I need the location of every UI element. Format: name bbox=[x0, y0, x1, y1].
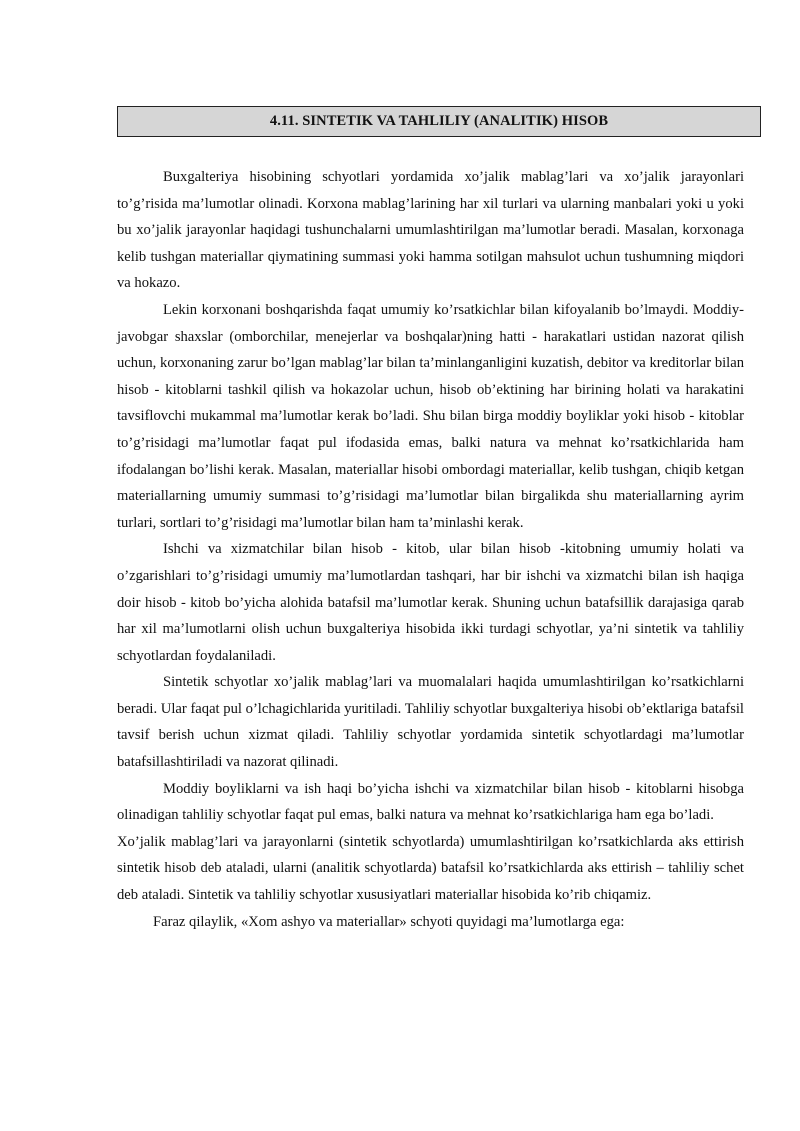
document-body bbox=[117, 164, 744, 935]
paragraph-3: Ishchi va xizmatchilar bilan hisob - kitob, ular bilan hisob -kitobning umumiy holati va o’zgarishlari to’g’risidagi umumiy ma’lumotlardan tashqari, har bir ishchi va xizmatchi bilan ish haqiga doir hisob - kitob bo’yicha alohida batafsil ma’lumotlar kerak. Shuning uchun batafsillik darajasiga qarab har xil ma’lumotlarni olish uchun buxgalteriya hisobida ikki turdagi schyotlar, ya’ni sintetik va tahliliy schyotlardan foydalaniladi. bbox=[117, 541, 744, 664]
section-title: 4.11. SINTETIK VA TAHLILIY (ANALITIK) HISOB bbox=[269, 113, 609, 129]
paragraph-2: Lekin korxonani boshqarishda faqat umumiy ko’rsatkichlar bilan kifoyalanib bo’lmaydi. Moddiy-javobgar shaxslar (omborchilar, menejerlar va boshqalar)ning hatti - harakatlari ustidan nazorat qilish uchun, korxonaning zarur bo’lgan mablag’lar bilan ta’minlanganligini kuzatish, debitor va kreditorlar bilan hisob - kitoblarni tashkil qilish va hokazolar uchun, hisob ob’ektining har birining holati va harakatini tavsiflovchi mukammal ma’lumotlar kerak bo’ladi. Shu bilan birga moddiy boyliklar yoki hisob - kitoblar to’g’risidagi ma’lumotlar faqat pul ifodasida emas, balki natura va mehnat ko’rsatkichlarida ham ifodalangan bo’lishi kerak. Masalan, materiallar hisobi ombordagi materiallar, kelib tushgan, chiqib ketgan materiallarning umumiy summasi to’g’risidagi ma’lumotlar bilan birgalikda shu materiallarning ayrim turlari, sortlari to’g’risidagi ma’lumotlar bilan ham ta’minlashi kerak. bbox=[117, 301, 744, 531]
paragraph-4: Sintetik schyotlar xo’jalik mablag’lari va muomalalari haqida umumlashtirilgan ko’rsatkichlarni beradi. Ular faqat pul o’lchagichlarida yuritiladi. Tahliliy schyotlar buxgalteriya hisobi ob’ektlariga batafsil tavsif berish uchun xizmat qiladi. Tahliliy schyotlar yordamida sintetik schyotlardagi ma’lumotlar batafsillashtiriladi va nazorat qilinadi. bbox=[117, 674, 744, 771]
section-heading-box bbox=[117, 106, 761, 137]
paragraph-1: Buxgalteriya hisobining schyotlari yordamida xo’jalik mablag’lari va xo’jalik jarayonlari to’g’risida ma’lumotlar olinadi. Korxona mablag’larining har xil turlari va ularning manbalari yoki u yoki bu xo’jalik jarayonlar haqidagi tushunchalarni umumlashtirilgan ma’lumotlar beradi. Masalan, korxonaga kelib tushgan materiallar qiymatining summasi yoki hamma sotilgan mahsulot uchun tushumning miqdori va hokazo. bbox=[117, 169, 744, 292]
paragraph-7: Faraz qilaylik, «Xom ashyo va materiallar» schyoti quyidagi ma’lumotlarga ega: bbox=[153, 913, 625, 930]
paragraph-6: Xo’jalik mablag’lari va jarayonlarni (sintetik schyotlarda) umumlashtirilgan ko’rsatkichlarda aks ettirish sintetik hisob deb ataladi, ularni (analitik schyotlarda) batafsil ko’rsatkichlarda aks ettirish – tahliliy schet deb ataladi. Sintetik va tahliliy schyotlar xususiyatlari materiallar hisobida ko’rib chiqamiz. bbox=[117, 833, 744, 904]
paragraph-5: Moddiy boyliklarni va ish haqi bo’yicha ishchi va xizmatchilar bilan hisob - kitoblarni hisobga olinadigan tahliliy schyotlar faqat pul emas, balki natura va mehnat ko’rsatkichlariga ham ega bo’ladi. bbox=[117, 780, 744, 824]
